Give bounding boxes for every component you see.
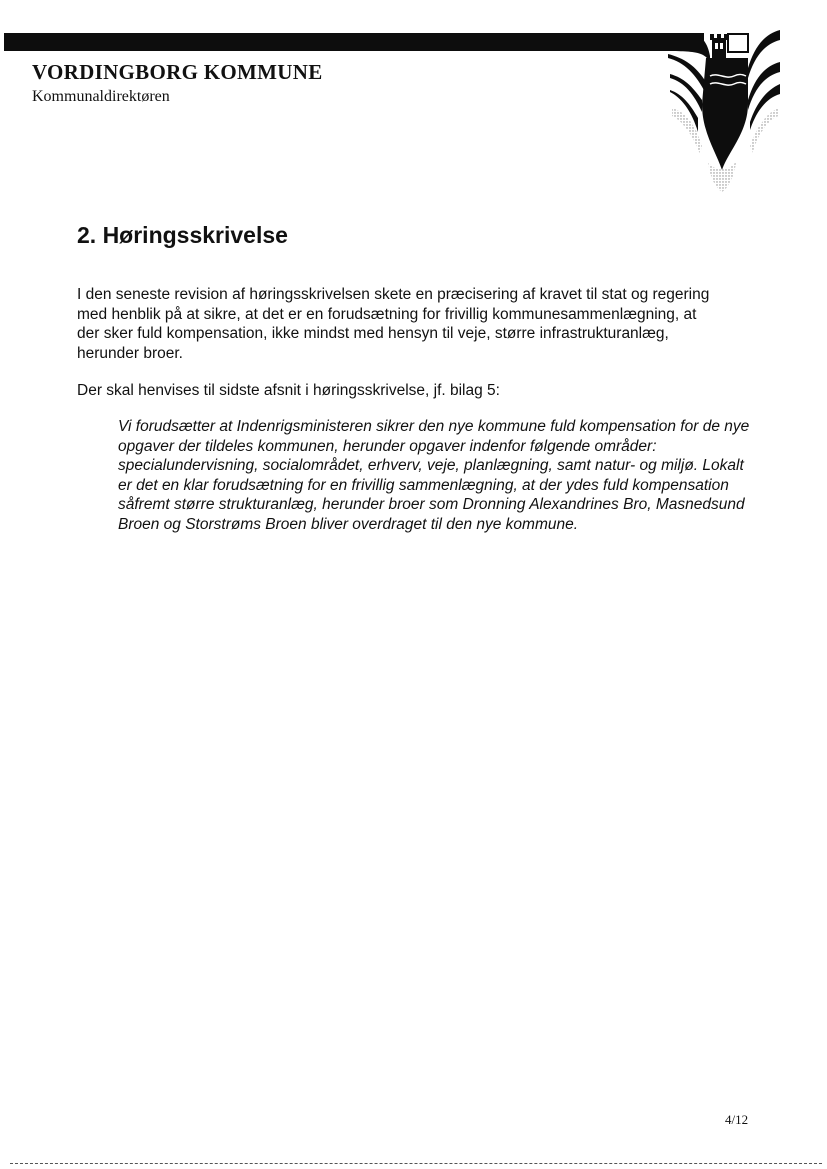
department-name: Kommunaldirektøren <box>32 88 170 105</box>
bottom-divider <box>10 1163 822 1164</box>
page-number: 4/12 <box>725 1112 749 1127</box>
organization-name: VORDINGBORG KOMMUNE <box>32 60 323 84</box>
intro-paragraph: I den seneste revision af høringsskrivelsen skete en præcisering af kravet til stat og regering med henblik på at sikre, at det er en forudsætning for frivillig kommunesammenlægning, at der sker fuld kompensation, ikke mindst med hensyn til veje, større infrastrukturanlæg, herunder broer. <box>77 286 710 362</box>
reference-paragraph: Der skal henvises til sidste afsnit i høringsskrivelse, jf. bilag 5: <box>77 382 500 399</box>
header-bar <box>4 33 704 51</box>
section-heading: 2. Høringsskrivelse <box>77 222 288 248</box>
quoted-passage: Vi forudsætter at Indenrigsministeren sikrer den nye kommune fuld kompensation for de nye opgaver der tildeles kommunen, herunder opgaver indenfor følgende områder: specialundervisning, socialområdet, erhverv, veje, planlægning, samt natur- og miljø. Lokalt er det en klar forudsætning for en frivillig sammenlægning, at der ydes fuld kompensation såfremt større strukturanlæg, herunder broer som Dronning Alexandrines Bro, Masnedsund Broen og Storstrøms Broen bliver overdraget til den nye kommune. <box>118 418 750 533</box>
coat-of-arms-icon <box>662 22 782 194</box>
